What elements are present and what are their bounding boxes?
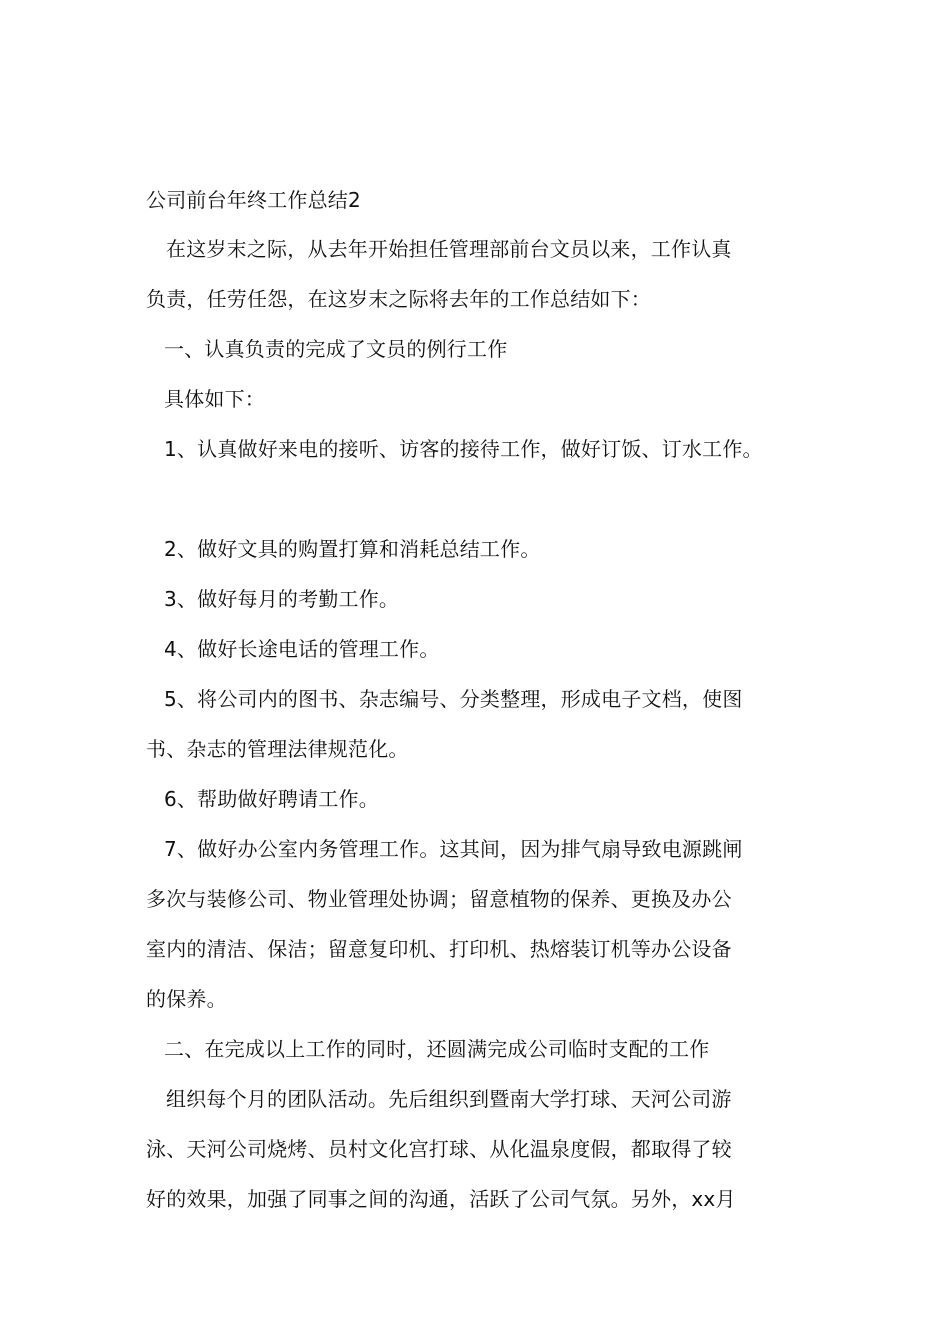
paragraph-line: 泳、天河公司烧烤、员村文化宫打球、从化温泉度假，都取得了较 [146, 1137, 732, 1161]
document-title: 公司前台年终工作总结2 [146, 188, 361, 212]
list-item: 6、帮助做好聘请工作。 [164, 787, 379, 811]
paragraph-line: 在这岁末之际，从去年开始担任管理部前台文员以来，工作认真 [166, 237, 732, 261]
paragraph-line: 好的效果，加强了同事之间的沟通，活跃了公司气氛。另外，xx月 [146, 1187, 736, 1211]
list-item: 4、做好长途电话的管理工作。 [164, 637, 440, 661]
list-item: 3、做好每月的考勤工作。 [164, 587, 400, 611]
list-item-continuation: 室内的清洁、保洁；留意复印机、打印机、热熔装订机等办公设备 [146, 937, 732, 961]
list-item-continuation: 的保养。 [146, 987, 227, 1011]
list-item: 5、将公司内的图书、杂志编号、分类整理，形成电子文档，使图 [164, 687, 743, 711]
list-item-continuation: 书、杂志的管理法律规范化。 [146, 737, 409, 761]
list-item: 1、认真做好来电的接听、访客的接待工作，做好订饭、订水工作。 [164, 437, 763, 461]
list-item: 7、做好办公室内务管理工作。这其间，因为排气扇导致电源跳闸 [164, 837, 743, 861]
paragraph-line: 负责，任劳任怨，在这岁末之际将去年的工作总结如下： [146, 287, 651, 311]
list-item-continuation: 多次与装修公司、物业管理处协调；留意植物的保养、更换及办公 [146, 887, 732, 911]
section-heading: 二、在完成以上工作的同时，还圆满完成公司临时支配的工作 [164, 1037, 710, 1061]
section-heading: 一、认真负责的完成了文员的例行工作 [164, 337, 508, 361]
paragraph-line: 具体如下： [164, 387, 265, 411]
paragraph-line: 组织每个月的团队活动。先后组织到暨南大学打球、天河公司游 [166, 1087, 732, 1111]
list-item: 2、做好文具的购置打算和消耗总结工作。 [164, 537, 541, 561]
